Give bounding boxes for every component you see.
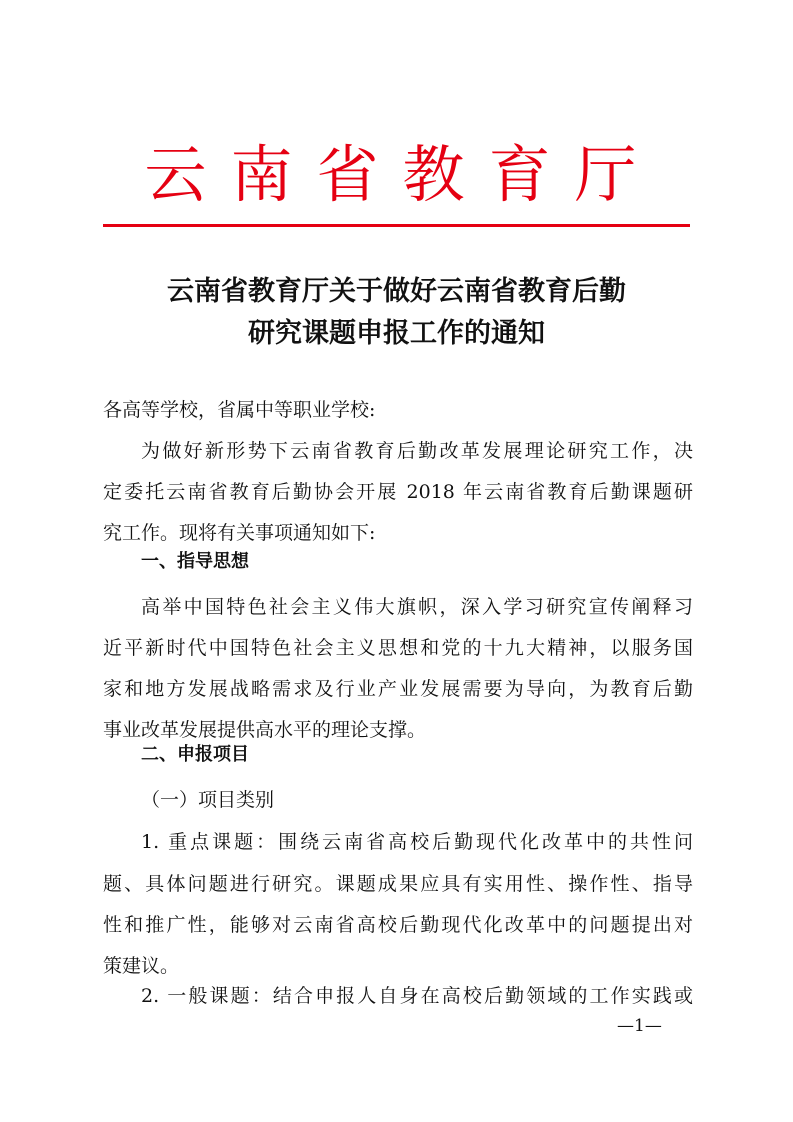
section-1-line-2: 近平新时代中国特色社会主义思想和党的十九大精神，以服务国 — [103, 637, 693, 659]
section-1-line-3: 家和地方发展战略需求及行业产业发展需要为导向，为教育后勤 — [103, 678, 693, 700]
item-1-line-1: 1. 重点课题：围绕云南省高校后勤现代化改革中的共性问 — [141, 831, 693, 853]
item-1-line-3: 性和推广性，能够对云南省高校后勤现代化改革中的问题提出对 — [103, 914, 693, 936]
intro-line-1: 为做好新形势下云南省教育后勤改革发展理论研究工作，决 — [141, 440, 693, 462]
item-1-line-4: 策建议。 — [103, 955, 180, 977]
document-title-line-2: 研究课题申报工作的通知 — [248, 318, 545, 349]
document-title-line-1: 云南省教育厅关于做好云南省教育后勤 — [167, 276, 626, 307]
letterhead-red-rule — [103, 224, 690, 227]
section-1-heading: 一、指导思想 — [141, 551, 249, 572]
section-2-heading: 二、申报项目 — [141, 744, 249, 765]
item-2-line-1: 2. 一般课题：结合申报人自身在高校后勤领域的工作实践或 — [141, 985, 693, 1007]
intro-line-3: 究工作。现将有关事项通知如下: — [103, 522, 376, 544]
subsection-1-heading: （一）项目类别 — [141, 789, 275, 811]
item-1-line-2: 题、具体问题进行研究。课题成果应具有实用性、操作性、指导 — [103, 873, 693, 895]
section-1-line-1: 高举中国特色社会主义伟大旗帜，深入学习研究宣传阐释习 — [141, 596, 693, 618]
letterhead-title: 云南省教育厅 — [144, 138, 661, 211]
page-number: —1— — [617, 1016, 662, 1036]
intro-line-2: 定委托云南省教育后勤协会开展 2018 年云南省教育后勤课题研 — [103, 481, 693, 503]
salutation: 各高等学校，省属中等职业学校: — [103, 399, 376, 421]
section-1-line-4: 事业改革发展提供高水平的理论支撑。 — [103, 719, 427, 741]
